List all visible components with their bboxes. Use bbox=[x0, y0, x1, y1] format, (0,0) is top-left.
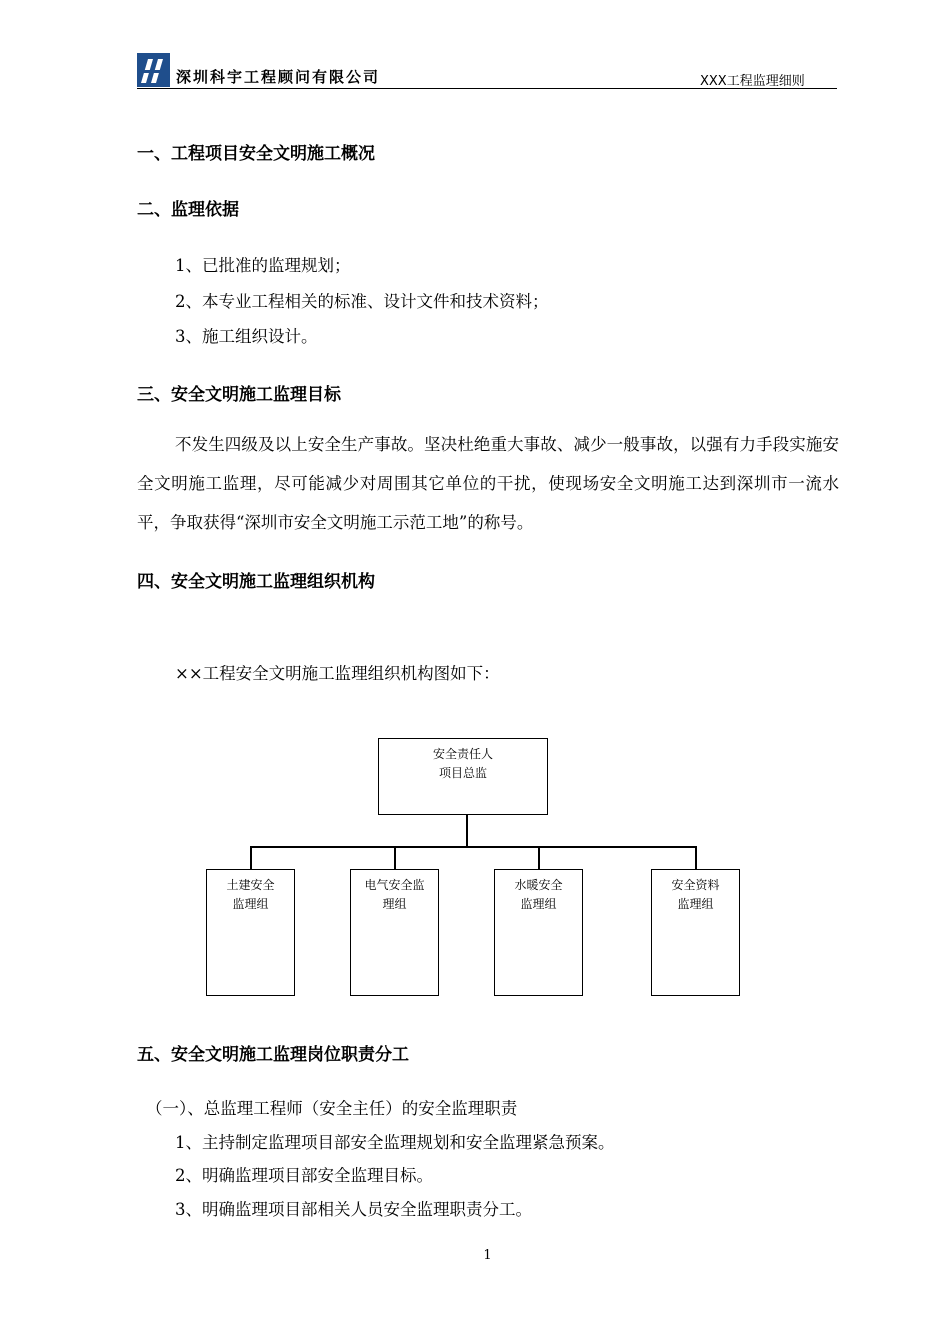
org-box-plumbing bbox=[494, 869, 583, 996]
org-chart-intro: ××工程安全文明施工监理组织机构图如下： bbox=[175, 664, 500, 683]
company-name: 深圳科宇工程顾问有限公司 bbox=[176, 68, 381, 86]
org-box-civil bbox=[206, 869, 295, 996]
list-item: 2、明确监理项目部安全监理目标。 bbox=[175, 1166, 433, 1185]
list-item: 2、本专业工程相关的标准、设计文件和技术资料； bbox=[175, 292, 549, 311]
org-connector bbox=[250, 846, 696, 848]
page-number: 1 bbox=[483, 1248, 492, 1263]
org-box-documents bbox=[651, 869, 740, 996]
org-box-electrical bbox=[350, 869, 439, 996]
org-box-label: 电气安全监 bbox=[364, 878, 425, 892]
header-divider bbox=[137, 88, 837, 89]
org-box-label: 安全资料 bbox=[671, 878, 720, 892]
list-item: 1、主持制定监理项目部安全监理规划和安全监理紧急预案。 bbox=[175, 1133, 615, 1152]
org-connector bbox=[466, 815, 468, 847]
org-box-label: 安全责任人 bbox=[432, 747, 493, 761]
org-box-label: 监理组 bbox=[677, 897, 714, 911]
document-title: XXX工程监理细则 bbox=[700, 74, 805, 89]
org-box-label: 水暖安全 bbox=[514, 878, 563, 892]
org-connector bbox=[538, 846, 540, 870]
org-box-label: 理组 bbox=[382, 897, 407, 911]
org-box-label: 土建安全 bbox=[226, 878, 275, 892]
org-box-top bbox=[378, 738, 548, 815]
org-box-label: 项目总监 bbox=[438, 766, 487, 780]
section-1-heading: 一、工程项目安全文明施工概况 bbox=[137, 144, 375, 164]
org-connector bbox=[695, 846, 697, 870]
section-5-heading: 五、安全文明施工监理岗位职责分工 bbox=[137, 1045, 409, 1065]
list-item: 3、明确监理项目部相关人员安全监理职责分工。 bbox=[175, 1200, 532, 1219]
list-item: 3、施工组织设计。 bbox=[175, 327, 318, 346]
section-3-heading: 三、安全文明施工监理目标 bbox=[137, 385, 341, 405]
org-connector bbox=[394, 846, 396, 870]
org-connector bbox=[250, 846, 252, 870]
section-4-heading: 四、安全文明施工监理组织机构 bbox=[137, 572, 375, 592]
section-3-paragraph: 不发生四级及以上安全生产事故。坚决杜绝重大事故、减少一般事故，以强有力手段实施安全文明施工监理，尽可能减少对周围其它单位的干扰，使现场安全文明施工达到深圳市一流水平，争取获得“深圳市安全文明施工示范工地”的称号。 bbox=[137, 435, 839, 532]
list-item: 1、已批准的监理规划； bbox=[175, 256, 351, 275]
org-box-label: 监理组 bbox=[520, 897, 557, 911]
sub-heading: （一）、总监理工程师（安全主任）的安全监理职责 bbox=[146, 1099, 518, 1118]
section-2-heading: 二、监理依据 bbox=[137, 200, 239, 220]
org-box-label: 监理组 bbox=[232, 897, 269, 911]
company-logo-icon bbox=[137, 53, 170, 87]
